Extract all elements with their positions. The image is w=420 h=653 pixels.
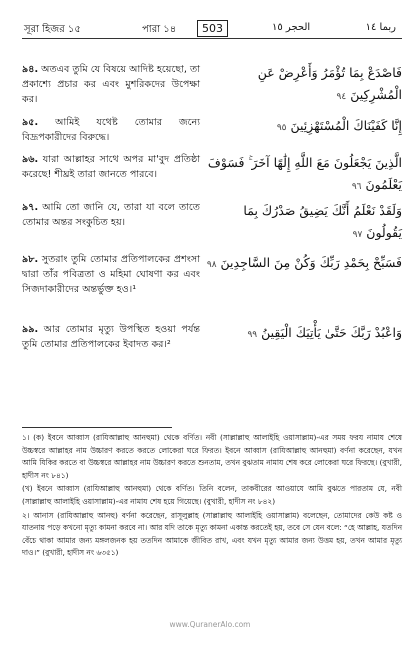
verse-arabic	[206, 62, 402, 108]
verse-text-bangla: অতএব তুমি যে বিষয়ে আদিষ্ট হয়েছো, তা প্রকাশ্যে প্রচার কর এবং মুশরিকদের উপেক্ষা কর।	[22, 64, 200, 105]
footnote-1b: (খ) ইবনে আব্বাস (রাযিআল্লাহু আনহুমা) থেকে বর্ণিত। তিনি বলেন, তাকবীরের আওয়াযে আমি বুঝতে পারতাম যে, নবী (সাল্লাল্লাহু আলাইহি ওয়াসাল্লাম)-এর নামায শেষ হয়ে গিয়েছে। (বুখারী, হাদীস নং ৮৪২)	[22, 484, 402, 506]
verse-number: ৯৬.	[22, 154, 39, 165]
verse-arabic	[206, 252, 402, 276]
verse-number: ৯৯.	[22, 324, 39, 335]
verse-arabic	[206, 115, 402, 139]
watermark: www.QuranerAlo.com	[169, 620, 251, 629]
ayah-marker: ٩٩	[247, 330, 258, 340]
verse-text-arabic: وَاعْبُدْ رَبَّكَ حَتَّىٰ يَأْتِيَكَ الْيَقِينُ	[261, 325, 402, 340]
para-name-arabic: ربما ١٤	[365, 22, 396, 33]
verse-text-arabic: فَاصْدَعْ بِمَا تُؤْمَرُ وَأَعْرِضْ عَنِ الْمُشْرِكِينَ	[257, 65, 402, 102]
ayah-marker: ٩٧	[352, 230, 363, 240]
verse-text-bangla: যারা আল্লাহর সাথে অপর মা'বুদ প্রতিষ্ঠা করেছে! শীঘ্রই তারা জানতে পারবে।	[22, 154, 201, 180]
verse-number: ৯৮.	[22, 254, 39, 265]
verse-translation	[22, 152, 200, 182]
footnotes	[22, 432, 402, 561]
verse-text-bangla: আর তোমার মৃত্যু উপস্থিত হওয়া পর্যন্ত তুমি তোমার প্রতিপালকের ইবাদত কর।²	[22, 324, 201, 350]
verse-translation	[22, 322, 200, 352]
verse-number: ৯৫.	[22, 117, 39, 128]
verse-text-arabic: وَلَقَدْ نَعْلَمُ أَنَّكَ يَضِيقُ صَدْرُكَ بِمَا يَقُولُونَ	[243, 203, 402, 240]
verse-text-arabic: الَّذِينَ يَجْعَلُونَ مَعَ اللَّهِ إِلَٰهًا آخَرَ ۚ فَسَوْفَ يَعْلَمُونَ	[207, 155, 402, 192]
verse-text-arabic: فَسَبِّحْ بِحَمْدِ رَبِّكَ وَكُنْ مِنَ السَّاجِدِينَ	[220, 255, 402, 270]
ayah-marker: ٩٨	[206, 260, 217, 270]
page-number: 503	[197, 20, 228, 37]
verse-text-bangla: আমি তো জানি যে, তারা যা বলে তাতে তোমার অন্তর সংকুচিত হয়।	[22, 202, 200, 228]
footnote-2: ২। আনাস (রাযিআল্লাহু আনহু) বর্ণনা করেছেন, রাসূলুল্লাহ (সাল্লাল্লাহু আলাইহি ওয়াসাল্লাম) বলেছেন, তোমাদের কেউ কষ্ট ও যাতনায় পড়ে কখনো মৃত্যু কামনা করবে না। আর যদি তাকে মৃত্যু কামনা একান্ত করতেই হয়, তবে সে যেন বলে: “হে আল্লাহ, যতদিন বেঁচে থাকা আমার জন্য মঙ্গলজনক হয় ততদিন আমাকে জীবিত রাখ, এবং যখন মৃত্যু আমার জন্য উত্তম হয়, তখন আমার মৃত্যু দাও।” (বুখারী, হাদীস নং ৬৩৫১)	[22, 510, 402, 558]
verse-text-arabic: إِنَّا كَفَيْنَاكَ الْمُسْتَهْزِئِينَ	[290, 118, 402, 133]
surah-name-arabic: الحجر ١٥	[272, 22, 311, 33]
verse-translation	[22, 252, 200, 297]
verse-number: ৯৭.	[22, 202, 39, 213]
ayah-marker: ٩٤	[336, 92, 347, 102]
surah-name-bangla: সূরা হিজর ১৫	[24, 24, 81, 35]
verse-arabic	[206, 152, 402, 198]
footnote-divider	[22, 427, 172, 428]
verse-number: ৯৪.	[22, 64, 39, 75]
verse-translation	[22, 62, 200, 107]
verse-translation	[22, 200, 200, 230]
footnote-1a: ১। (ক) ইবনে আব্বাস (রাযিআল্লাহু আনহুমা) থেকে বর্ণিত। নবী (সাল্লাল্লাহু আলাইহি ওয়াসাল্লাম)-এর সময় ফরয নামায শেষে উচ্চস্বরে আল্লাহর নাম উচ্চারণ করতে করতে লোকেরা ঘরে ফিরত। ইবনে আব্বাস (রাযিআল্লাহু আনহুমা) বর্ণনা করেছেন, যখন আমি যিকির করতে বা উচ্চস্বরে আল্লাহর নাম উচ্চারণ করতে শুনতাম, তখন বুঝতাম নামায শেষ করে লোকেরা ঘরে ফিরছে। (বুখারী, হাদীস নং ৮৪১)	[22, 433, 402, 480]
verse-arabic	[206, 322, 402, 346]
verse-translation	[22, 115, 200, 145]
verse-text-bangla: সুতরাং তুমি তোমার প্রতিপালকের প্রশংসা দ্বারা তাঁর পবিত্রতা ও মহিমা ঘোষণা কর এবং সিজদাকারীদের অন্তর্ভুক্ত হও।¹	[22, 254, 200, 295]
para-name-bangla: পারা ১৪	[142, 24, 177, 35]
verse-arabic	[206, 200, 402, 246]
ayah-marker: ٩٦	[351, 182, 362, 192]
page-header	[22, 20, 402, 39]
verse-text-bangla: আমিই যথেষ্ট তোমার জন্যে বিদ্রূপকারীদের বিরুদ্ধে।	[22, 117, 200, 143]
ayah-marker: ٩٥	[276, 123, 287, 133]
